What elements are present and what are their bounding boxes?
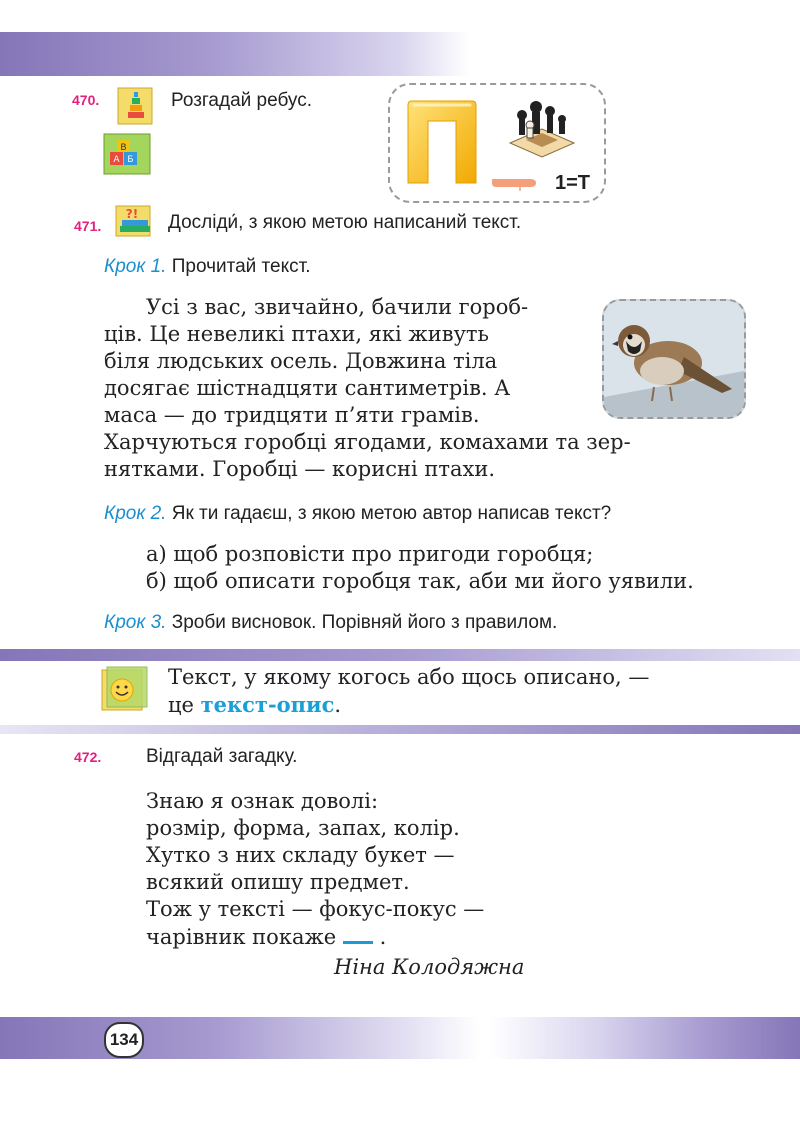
svg-text:Б: Б: [127, 155, 134, 165]
exercise-470-number: 470.: [72, 92, 100, 108]
text-line-2: ців. Це невеликі птахи, які живуть: [104, 322, 489, 346]
step-2: [104, 503, 611, 525]
rebus-equation: 1=Т: [554, 172, 590, 194]
rebus-box: [388, 83, 606, 203]
step-3-label: Крок 3.: [104, 612, 167, 633]
books-question-icon: [112, 200, 158, 240]
footer-band-left: [0, 1017, 480, 1059]
pointing-hand-icon: [490, 173, 542, 191]
letter-blocks-icon: [102, 132, 154, 178]
text-line-1: Усі з вас, звичайно, бачили гороб-: [146, 295, 529, 319]
sparrow-photo: [602, 299, 746, 419]
text-line-6: Харчуються горобці ягодами, комахами та зер-: [104, 430, 631, 454]
step-1: [104, 256, 311, 278]
poem-line-3: Хутко з них складу букет —: [146, 843, 455, 867]
text-line-5: маса — до тридцяти п’яти грамів.: [104, 403, 480, 427]
poem-line-4: всякий опишу предмет.: [146, 870, 410, 894]
rule-line-2-suffix: .: [334, 693, 342, 717]
rebus-letter-p: [404, 99, 480, 185]
rule-top-band: [0, 649, 800, 661]
poem-line-1: Знаю я ознак доволі:: [146, 789, 379, 813]
rule-term: текст-опис: [200, 692, 335, 717]
text-line-4: досягає шістнадцяти сантиметрів. А: [104, 376, 511, 400]
text-line-3: біля людських осель. Довжина тіла: [104, 349, 498, 373]
rule-line-1: Текст, у якому когось або щось описано, —: [168, 665, 650, 689]
svg-text:А: А: [113, 155, 120, 165]
rule-line-2-prefix: це: [168, 693, 201, 717]
smiley-note-icon: [98, 664, 148, 714]
footer-band-right: [490, 1017, 800, 1059]
step-2-text: Як ти гадаєш, з якою метою автор написав текст?: [171, 503, 612, 524]
svg-text:В: В: [120, 143, 127, 153]
step-1-text: Прочитай текст.: [171, 256, 311, 277]
option-a: а) щоб розповісти про пригоди горобця;: [146, 542, 594, 566]
poem-line-2: розмір, форма, запах, колір.: [146, 816, 460, 840]
poem-line-5: Тож у тексті — фокус-покус —: [146, 897, 485, 921]
exercise-472-number: 472.: [74, 749, 102, 765]
exercise-471-task: Досліди́, з якою метою написаний текст.: [168, 212, 522, 233]
step-1-label: Крок 1.: [104, 256, 167, 277]
exercise-470-task: Розгадай ребус.: [171, 90, 312, 111]
text-line-7: нятками. Горобці — корисні птахи.: [104, 457, 496, 481]
exercise-471-number: 471.: [74, 218, 102, 234]
svg-text:?!: ?!: [125, 207, 139, 221]
rule-bottom-band: [0, 725, 800, 734]
page-number: 134: [104, 1022, 144, 1058]
pyramid-toy-icon: [110, 82, 158, 130]
step-2-label: Крок 2.: [104, 503, 167, 524]
option-b: б) щоб описати горобця так, аби ми його уявили.: [146, 569, 694, 593]
poem-line-6: [146, 923, 386, 951]
header-band: [0, 32, 470, 76]
step-3-text: Зроби висновок. Порівняй його з правилом.: [171, 612, 558, 633]
poem-line-6-text: чарівник покаже: [146, 925, 337, 949]
rule-line-2: [168, 691, 341, 719]
poem-author: Ніна Колодяжна: [334, 955, 525, 979]
exercise-472-task: Відгадай загадку.: [146, 746, 298, 767]
step-3: [104, 612, 557, 634]
answer-blank: [343, 923, 373, 944]
poem-line-6-end: .: [379, 925, 387, 949]
chess-pieces-icon: [508, 99, 576, 159]
